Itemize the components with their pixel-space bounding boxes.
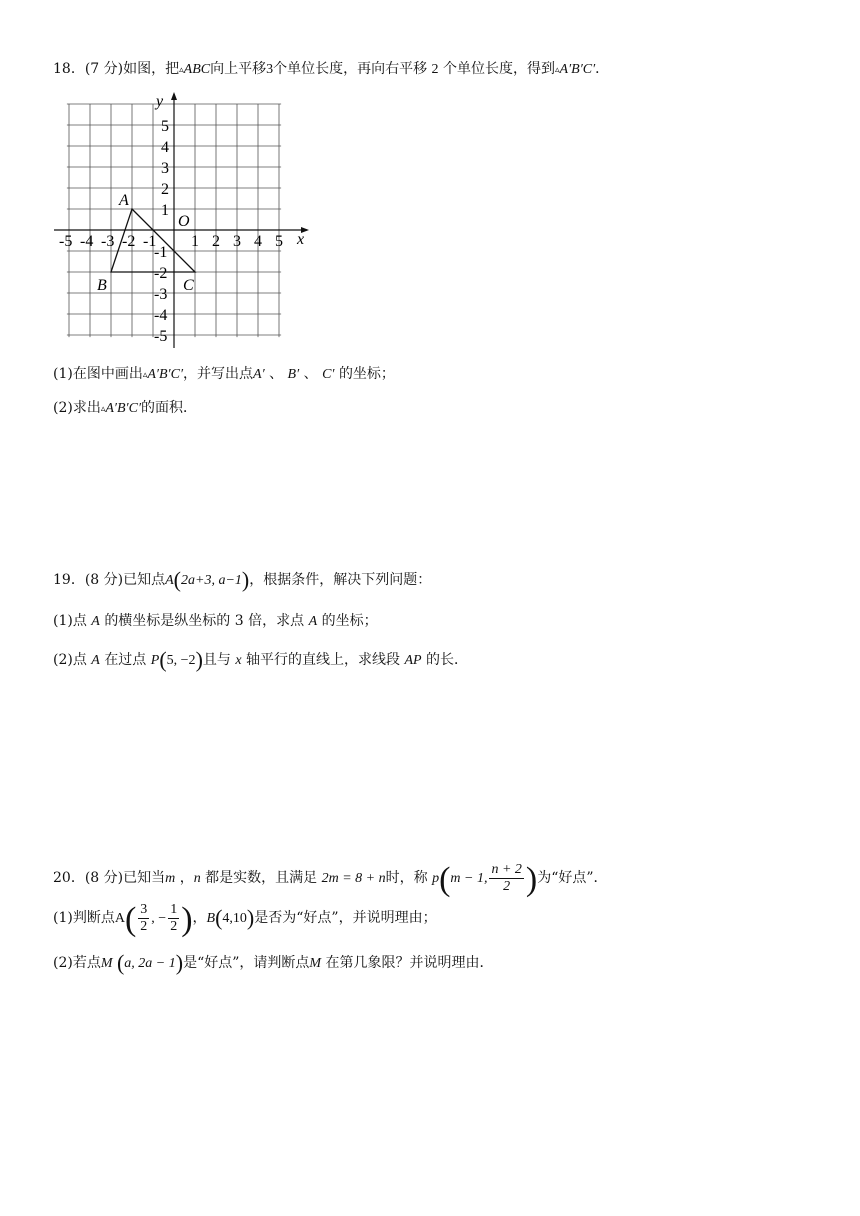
y-tick-label: -5 [154, 328, 168, 345]
q18-sub2: (2)求出▵A′B′C′的面积． [53, 400, 198, 416]
y-tick-label: -2 [154, 265, 168, 282]
q19-sub1: (1)点 A 的横坐标是纵坐标的 3 倍，求点 A 的坐标； [53, 613, 378, 629]
x-tick-label: 2 [212, 233, 220, 250]
y-tick-label: 5 [161, 118, 169, 135]
point-c-label: C [183, 277, 194, 294]
fraction: $\frac{n + 2}{2}$ [491, 861, 522, 894]
y-tick-label: 4 [161, 139, 169, 156]
x-tick-label: 3 [233, 233, 241, 250]
x-tick-label: -5 [59, 233, 73, 250]
y-axis-label: y [156, 93, 164, 110]
origin-label: O [178, 213, 190, 230]
y-tick-label: 1 [161, 202, 169, 219]
q20-sub2: (2)若点M (a, 2a − 1)是“好点”，请判断点M 在第几象限？并说明理由． [53, 950, 494, 975]
q20-sub1: (1)判断点A( $\frac{3}{2}$ , − $\frac{1}{2}$ )，B(4,10)是否为“好点”，并说明理由； [53, 901, 437, 938]
y-tick-label: -1 [154, 244, 168, 261]
x-tick-label: -3 [101, 233, 115, 250]
x-tick-label: -4 [80, 233, 94, 250]
y-tick-label: -4 [154, 307, 168, 324]
y-tick-label: 2 [161, 181, 169, 198]
q18-stem: 18．(7 分)如图，把▵ABC向上平移3个单位长度，再向右平移 2 个单位长度，得到▵A′B′C′． [53, 61, 610, 77]
q18-sub1: (1)在图中画出▵A′B′C′，并写出点A′ 、 B′ 、 C′ 的坐标； [53, 366, 395, 382]
y-tick-label: 3 [161, 160, 169, 177]
x-tick-label: 5 [275, 233, 283, 250]
x-tick-label: 4 [254, 233, 262, 250]
q20-stem: 20．(8 分)已知当m ，n 都是实数，且满足 2m = 8 + n时，称 p(m − 1, $\frac{n + 2}{2}$ )为“好点”． [53, 861, 608, 898]
triangle-symbol: ▵ [179, 65, 184, 75]
x-axis-label: x [297, 231, 305, 248]
point-b-label: B [97, 277, 107, 294]
point-a-label: A [119, 192, 129, 209]
triangle-symbol: ▵ [555, 65, 560, 75]
x-tick-label: 1 [191, 233, 199, 250]
q18-points: (7 分) [84, 61, 124, 77]
q19-sub2: (2)点 A 在过点 P(5, −2)且与 x 轴平行的直线上，求线段 AP 的长． [53, 647, 469, 672]
coordinate-grid [50, 90, 320, 348]
x-tick-label: -1 [143, 233, 157, 250]
x-tick-label: -2 [122, 233, 136, 250]
y-tick-label: -3 [154, 286, 168, 303]
y-axis-arrow [171, 92, 177, 100]
q18-number: 18． [53, 61, 85, 77]
q19-stem: 19．(8 分)已知点A(2a+3, a−1)，根据条件，解决下列问题： [53, 567, 432, 592]
